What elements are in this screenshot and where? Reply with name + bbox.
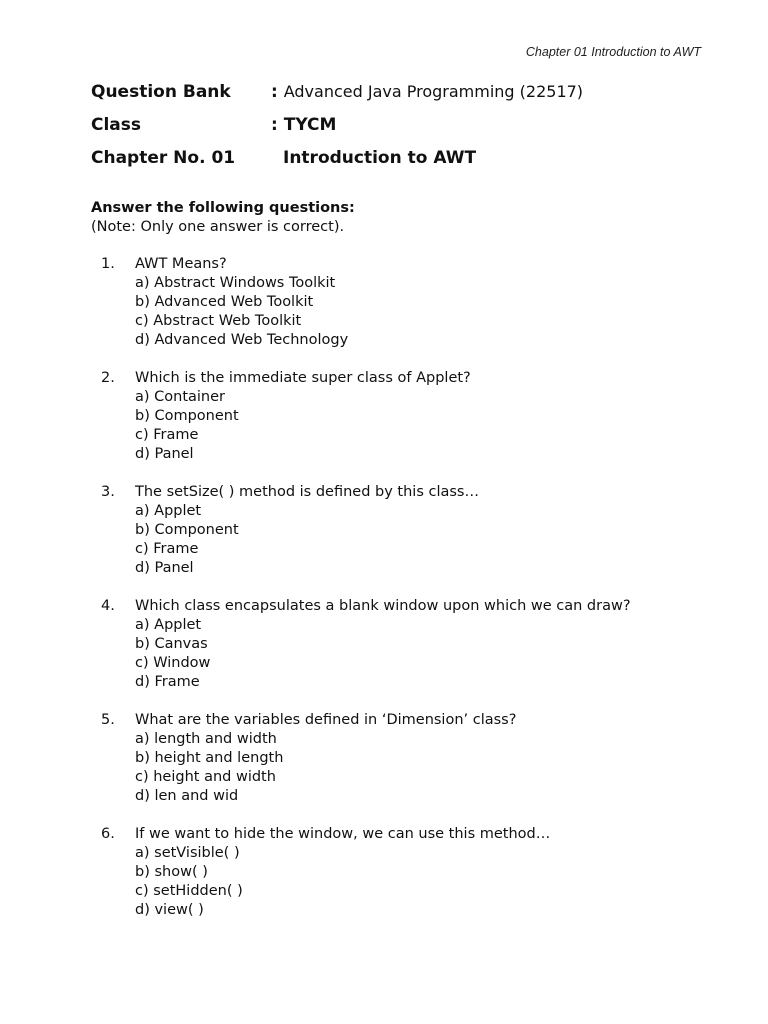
- question-item: [91, 825, 711, 920]
- question-text: Which class encapsulates a blank window upon which we can draw?: [135, 598, 631, 614]
- answer-options: [135, 616, 711, 692]
- answer-option: c) Abstract Web Toolkit: [135, 313, 302, 329]
- instructions-heading: Answer the following questions:: [91, 200, 355, 216]
- answer-option: a) Container: [135, 389, 226, 405]
- answer-option: a) Applet: [135, 503, 202, 519]
- question-text: If we want to hide the window, we can use this method…: [135, 826, 551, 842]
- answer-option: c) setHidden( ): [135, 883, 243, 899]
- question-number: 2.: [101, 370, 115, 386]
- question-bank-row: [91, 80, 711, 113]
- question-item: [91, 711, 711, 806]
- answer-option: c) Frame: [135, 541, 199, 557]
- question-item: [91, 255, 711, 350]
- question-bank-value: Advanced Java Programming (22517): [283, 82, 584, 101]
- answer-option: b) height and length: [135, 750, 284, 766]
- class-label: Class: [91, 115, 142, 135]
- class-value: : TYCM: [271, 115, 337, 135]
- question-text: What are the variables defined in ‘Dimension’ class?: [135, 712, 517, 728]
- answer-options: [135, 388, 711, 464]
- answer-option: d) Panel: [135, 560, 194, 576]
- answer-option: d) Advanced Web Technology: [135, 332, 349, 348]
- answer-option: b) Canvas: [135, 636, 208, 652]
- answer-option: b) Advanced Web Toolkit: [135, 294, 314, 310]
- question-number: 6.: [101, 826, 115, 842]
- answer-options: [135, 274, 711, 350]
- question-item: [91, 483, 711, 578]
- answer-option: a) length and width: [135, 731, 277, 747]
- question-list: [91, 255, 711, 939]
- question-item: [91, 597, 711, 692]
- answer-options: [135, 844, 711, 920]
- question-number: 4.: [101, 598, 115, 614]
- instructions-note: (Note: Only one answer is correct).: [91, 219, 345, 235]
- answer-option: a) setVisible( ): [135, 845, 240, 861]
- answer-options: [135, 730, 711, 806]
- answer-option: c) Frame: [135, 427, 199, 443]
- answer-options: [135, 502, 711, 578]
- chapter-value: Introduction to AWT: [283, 148, 477, 168]
- answer-option: c) Window: [135, 655, 211, 671]
- instructions: [91, 199, 355, 237]
- answer-option: d) Panel: [135, 446, 194, 462]
- answer-option: d) view( ): [135, 902, 204, 918]
- answer-option: a) Abstract Windows Toolkit: [135, 275, 336, 291]
- question-number: 5.: [101, 712, 115, 728]
- question-text: AWT Means?: [135, 256, 227, 272]
- answer-option: d) len and wid: [135, 788, 239, 804]
- document-meta: [91, 80, 711, 179]
- class-row: [91, 113, 711, 146]
- answer-option: a) Applet: [135, 617, 202, 633]
- answer-option: d) Frame: [135, 674, 200, 690]
- chapter-label: Chapter No. 01: [91, 148, 236, 168]
- answer-option: c) height and width: [135, 769, 276, 785]
- question-number: 3.: [101, 484, 115, 500]
- question-number: 1.: [101, 256, 115, 272]
- question-bank-label: Question Bank: [91, 82, 231, 102]
- answer-option: b) Component: [135, 408, 239, 424]
- answer-option: b) Component: [135, 522, 239, 538]
- question-bank-colon: :: [271, 82, 278, 102]
- question-text: Which is the immediate super class of Applet?: [135, 370, 471, 386]
- question-item: [91, 369, 711, 464]
- chapter-row: [91, 146, 711, 179]
- answer-option: b) show( ): [135, 864, 208, 880]
- question-bank-value-wrap: [271, 80, 583, 104]
- running-header: Chapter 01 Introduction to AWT: [525, 45, 701, 59]
- question-text: The setSize( ) method is defined by this class…: [135, 484, 479, 500]
